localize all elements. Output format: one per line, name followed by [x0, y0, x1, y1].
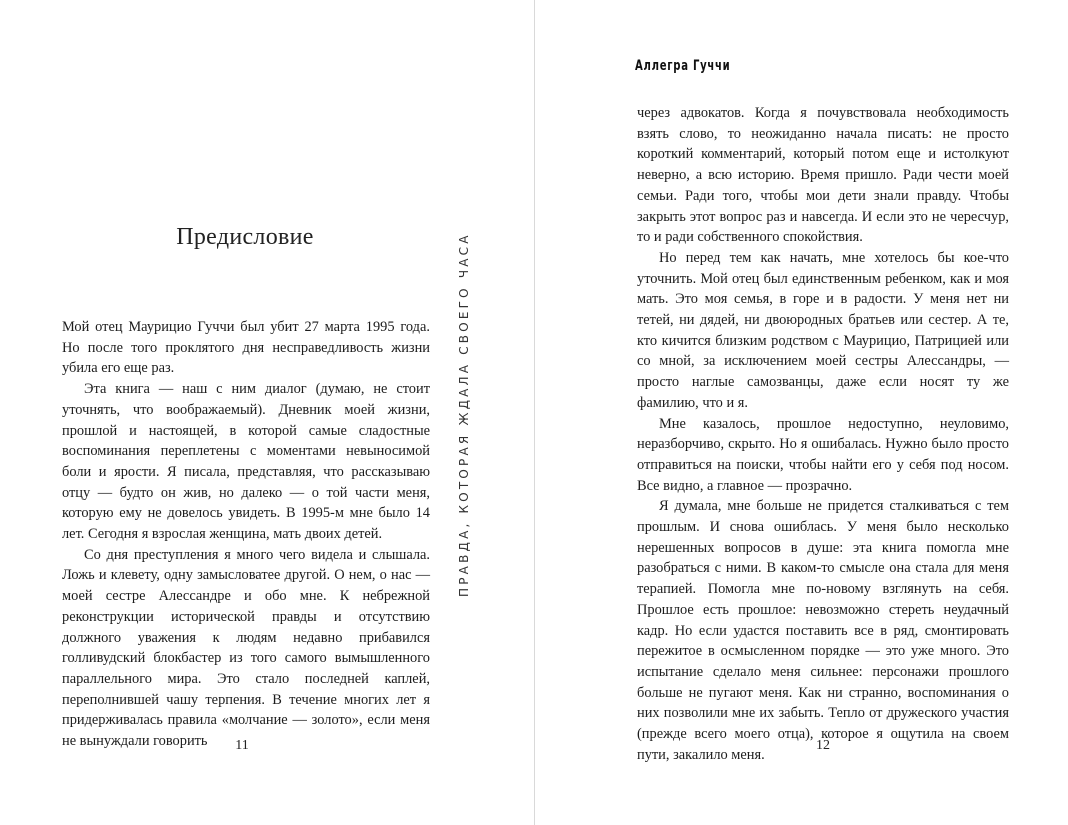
paragraph: Со дня преступления я много чего видела и слышала. Ложь и клевету, одну замысловатее другой. О нем, о нас — моей сестре Алессандре и обо мне. К небрежной реконструкции исторической правды и отсутствию должного уважения к людям недавно прибавился голливудский блокбастер из того самого вымышленного параллельного мира. Это стало последней каплей, переполнившей чашу терпения. В течение многих лет я придерживалась правила «молчание — золото», если меня не вынуждали говорить	[62, 546, 430, 750]
paragraph: Мой отец Маурицио Гуччи был убит 27 марта 1995 года. Но после того проклятого дня несправедливость жизни убила его еще раз.	[62, 319, 430, 377]
paragraph: Но перед тем как начать, мне хотелось бы кое-что уточнить. Мой отец был единственным ребенком, как и моя мать. Это моя семья, в горе и в радости. У меня нет ни тетей, ни дядей, ни двоюродных братьев или сестер. А те, кто кичится близким родством с Маурицио, Патрицией или со мной, за исключением моей сестры Алессандры, — просто наглые самозванцы, даже если носят ту же фамилию, что и я.	[637, 249, 1009, 411]
paragraph: Я думала, мне больше не придется сталкиваться с тем прошлым. И снова ошиблась. У меня было несколько нерешенных вопросов в душе: эта книга помогла мне разобраться с ними. В каком-то смысле она стала для меня терапией. Помогла мне по-новому взглянуть на себя. Прошлое есть прошлое: невозможно стереть неудачный кадр. Но если удастся поставить все в ряд, смонтировать пережитое в осмысленном порядке — это уже много. Это испытание сделало меня сильнее: персонажи прошлого больше не пугают меня. Как ни странно, воспоминания о них позволили мне их забыть. Тепло от дружеского участия (прежде всего моего отца), которое я ощутила на своем пути, закалило меня.	[637, 498, 1009, 763]
page-number: 11	[235, 738, 249, 753]
paragraph: через адвокатов. Когда я почувствовала необходимость взять слово, то неожиданно начала писать: не просто короткий комментарий, который потом еще и истолкуют неверно, а всю историю. Время пришло. Ради чести моей семьи. Ради того, чтобы мои дети знали правду. Чтобы закрыть этот вопрос раз и навсегда. И если это не чересчур, то и ради собственного спокойствия.	[637, 105, 1009, 246]
chapter-title: Предисловие	[176, 224, 314, 250]
right-body-text	[637, 103, 1009, 766]
running-head-author: Аллегра Гуччи	[635, 58, 731, 74]
page-number: 12	[816, 738, 830, 753]
paragraph: Эта книга — наш с ним диалог (думаю, не стоит уточнять, что воображаемый). Дневник моей жизни, прошлой и настоящей, в которой самые сладостные воспоминания переплетены с моментами невыносимой боли и ярости. Я писала, представляя, что рассказываю отцу — будто он жив, но далеко — о той части меня, которую ему не довелось увидеть. В 1995-м мне было 14 лет. Сегодня я взрослая женщина, мать двоих детей.	[62, 381, 430, 543]
right-page	[534, 0, 1068, 825]
paragraph: Мне казалось, прошлое недоступно, неуловимо, неразборчиво, скрыто. Но я ошибалась. Нужно было просто отправиться на поиски, чтобы найти его у себя под носом. Все видно, а главное — прозрачно.	[637, 415, 1009, 494]
vertical-book-title: ПРАВДА, КОТОРАЯ ЖДАЛА СВОЕГО ЧАСА	[457, 232, 471, 598]
left-body-text	[62, 317, 430, 752]
